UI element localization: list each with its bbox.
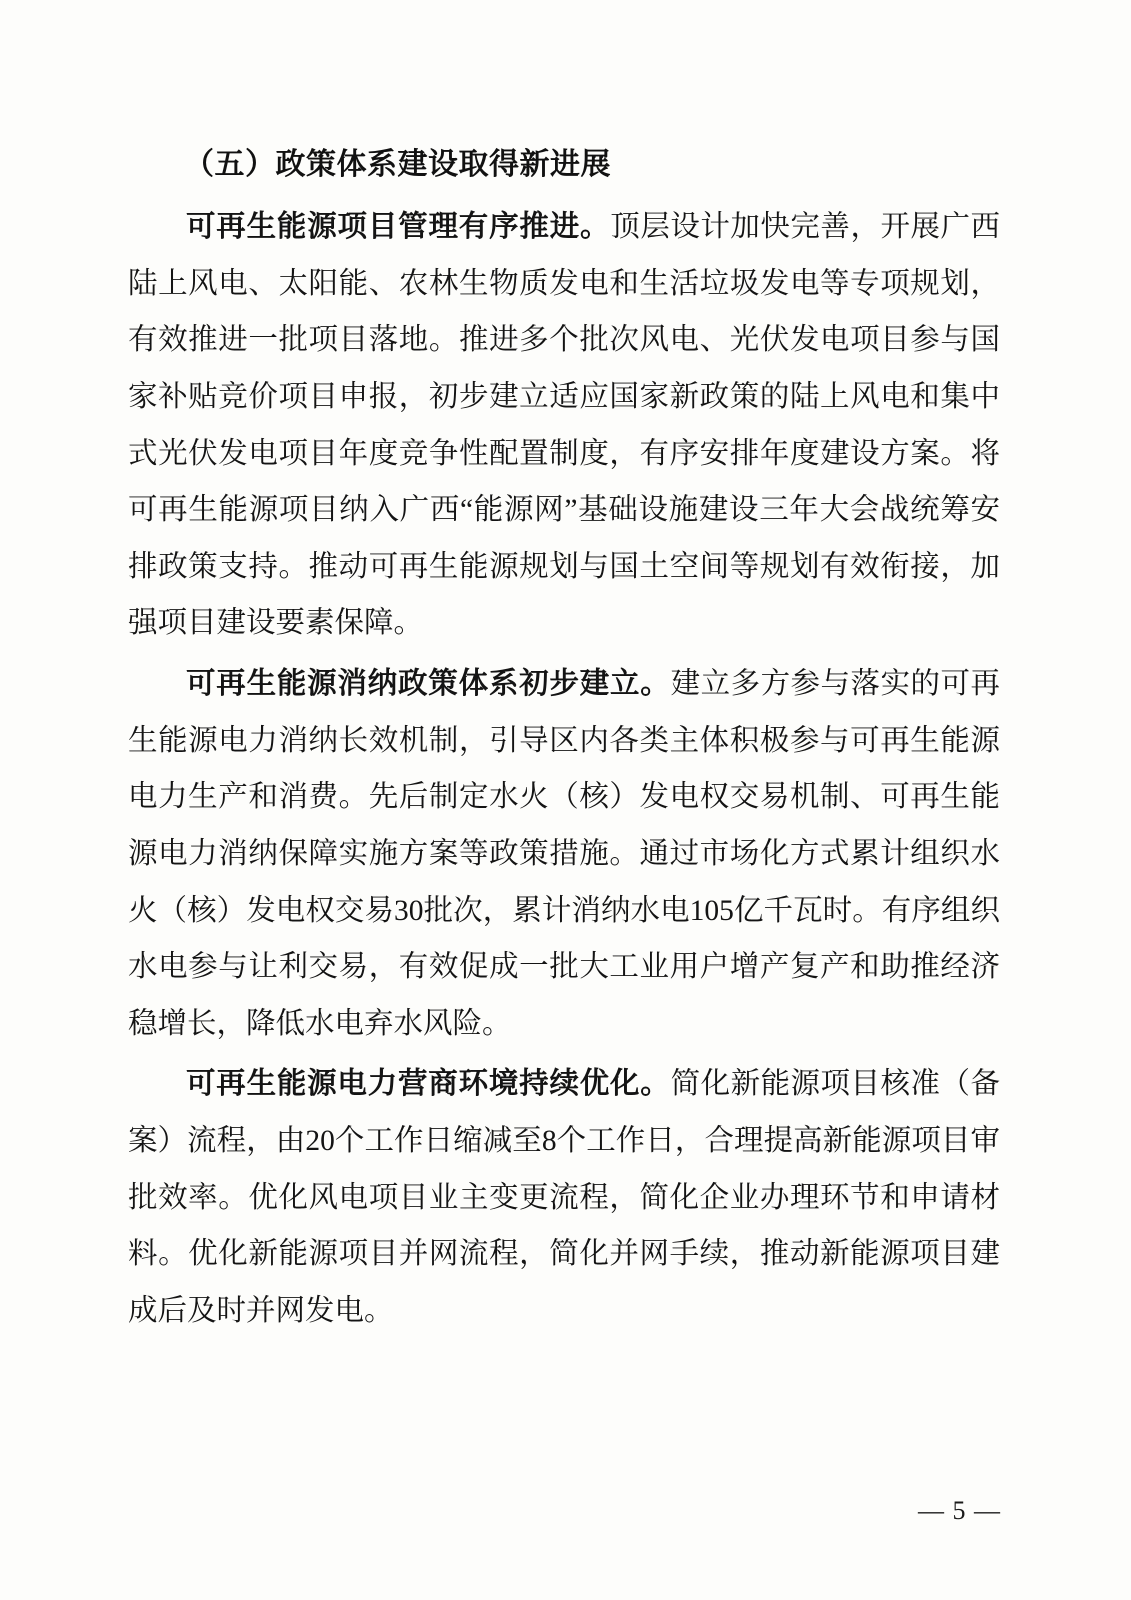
page-number: — 5 — bbox=[918, 1496, 1001, 1525]
page-content bbox=[128, 136, 1000, 1344]
paragraph-1 bbox=[128, 199, 1000, 652]
paragraph-3-body: 简化新能源项目核准（备案）流程，由20个工作日缩减至8个工作日，合理提高新能源项目审批效率。优化风电项目业主变更流程，简化企业办理环节和申请材料。优化新能源项目并网流程，简化并网手续，推动新能源项目建成后及时并网发电。 bbox=[128, 1068, 1000, 1327]
section-heading: （五）政策体系建设取得新进展 bbox=[184, 148, 611, 181]
paragraph-1-body: 顶层设计加快完善，开展广西陆上风电、太阳能、农林生物质发电和生活垃圾发电等专项规划，有效推进一批项目落地。推进多个批次风电、光伏发电项目参与国家补贴竞价项目申报，初步建立适应国家新政策的陆上风电和集中式光伏发电项目年度竞争性配置制度，有序安排年度建设方案。将可再生能源项目纳入广西“能源网”基础设施建设三年大会战统筹安排政策支持。推动可再生能源规划与国土空间等规划有效衔接，加强项目建设要素保障。 bbox=[128, 211, 1000, 640]
paragraph-2 bbox=[128, 656, 1000, 1052]
paragraph-3 bbox=[128, 1056, 1000, 1339]
paragraph-1-lead: 可再生能源项目管理有序推进。 bbox=[186, 211, 611, 243]
paragraph-2-body: 建立多方参与落实的可再生能源电力消纳长效机制，引导区内各类主体积极参与可再生能源电力生产和消费。先后制定水火（核）发电权交易机制、可再生能源电力消纳保障实施方案等政策措施。通过市场化方式累计组织水火（核）发电权交易30批次，累计消纳水电105亿千瓦时。有序组织水电参与让利交易，有效促成一批大工业用户增产复产和助推经济稳增长，降低水电弃水风险。 bbox=[128, 668, 1000, 1040]
paragraph-3-lead: 可再生能源电力营商环境持续优化。 bbox=[186, 1068, 671, 1101]
paragraph-2-lead: 可再生能源消纳政策体系初步建立。 bbox=[186, 668, 671, 700]
